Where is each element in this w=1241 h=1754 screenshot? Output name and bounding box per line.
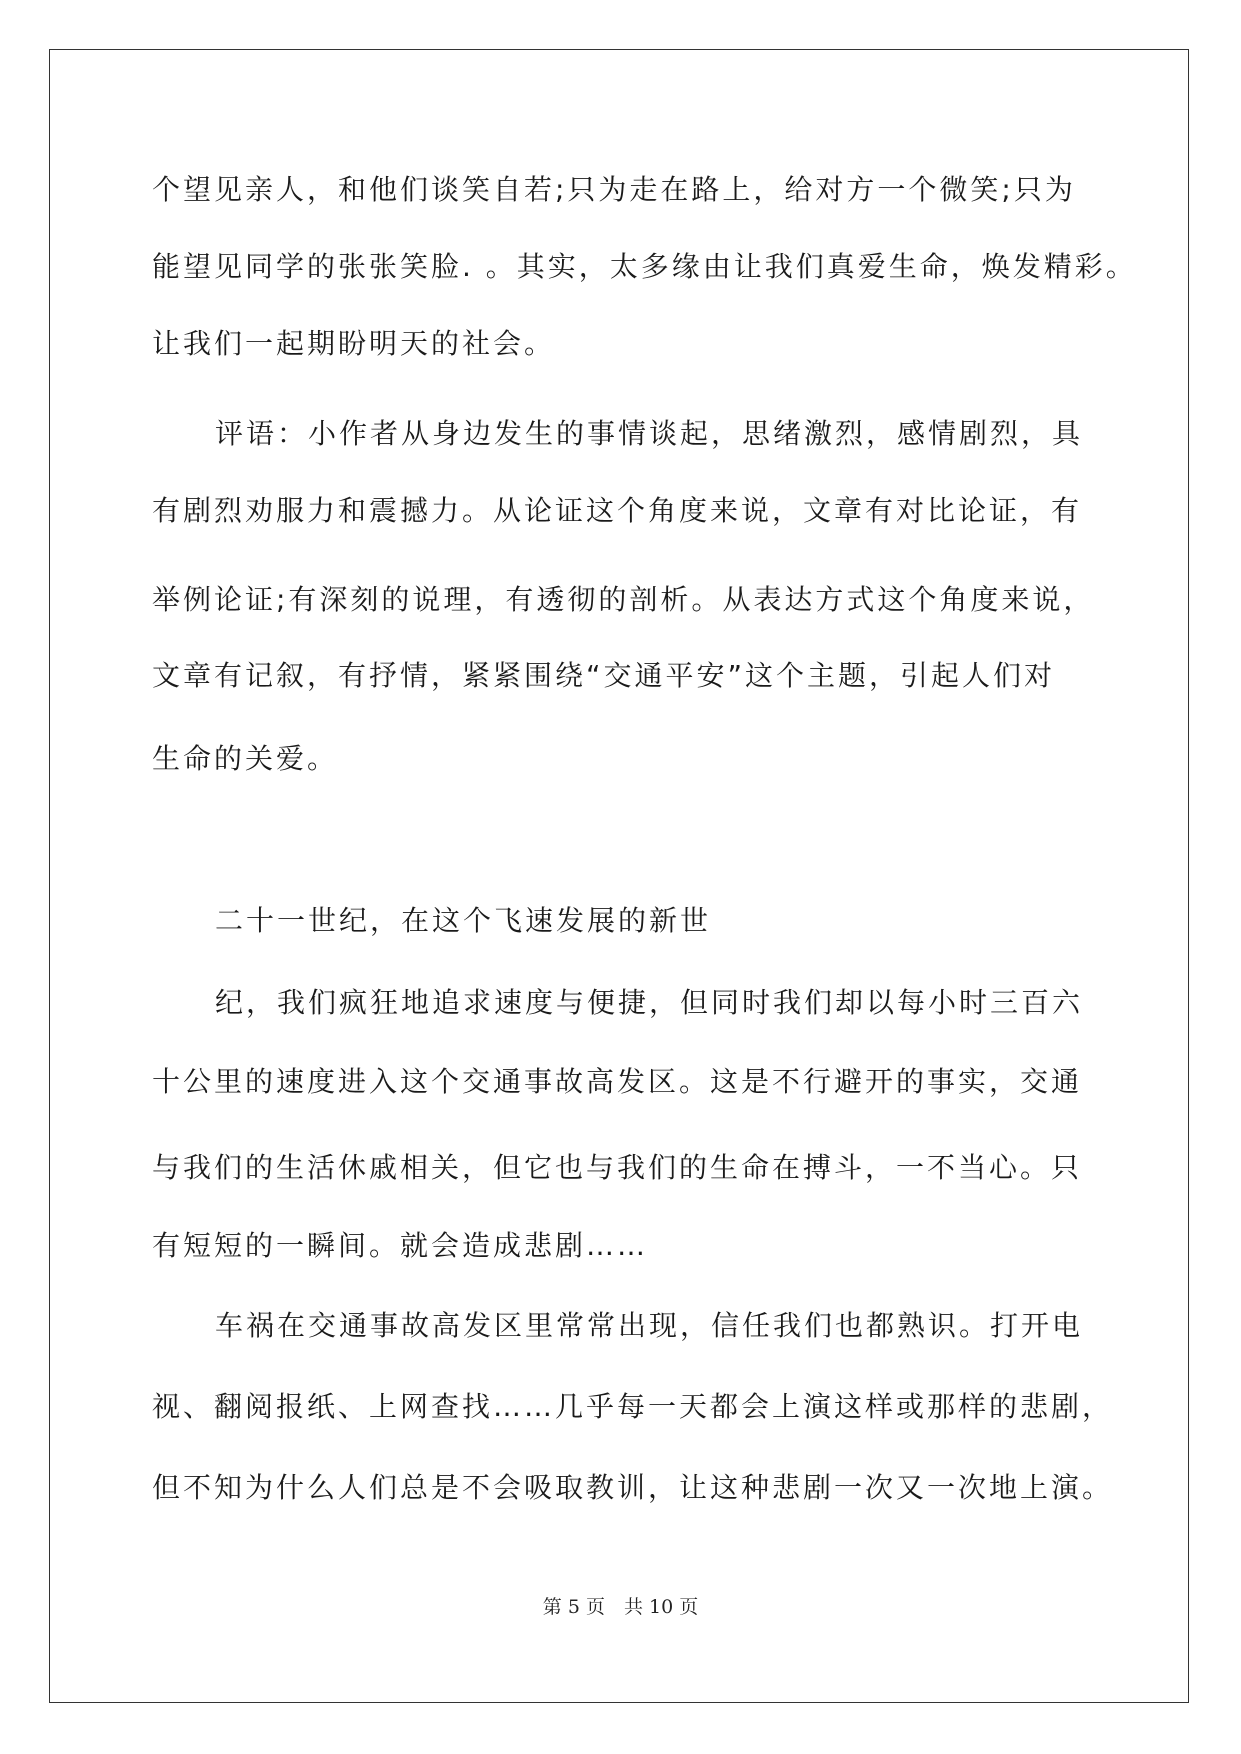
text-line: 十公里的速度进入这个交通事故高发区。这是不行避开的事实，交通	[152, 1065, 1083, 1098]
text-line: 纪，我们疯狂地追求速度与便捷，但同时我们却以每小时三百六	[215, 986, 1084, 1019]
text-line: 二十一世纪，在这个飞速发展的新世	[215, 904, 712, 937]
text-line: 个望见亲人，和他们谈笑自若;只为走在路上，给对方一个微笑;只为	[152, 173, 1076, 206]
text-line: 文章有记叙，有抒情，紧紧围绕“交通平安”这个主题，引起人们对	[152, 659, 1056, 692]
text-line: 有剧烈劝服力和震撼力。从论证这个角度来说，文章有对比论证，有	[152, 494, 1083, 527]
text-line: 生命的关爱。	[152, 742, 339, 775]
text-line: 能望见同学的张张笑脸. 。其实，太多缘由让我们真爱生命，焕发精彩。	[152, 250, 1137, 283]
text-line: 视、翻阅报纸、上网查找……几乎每一天都会上演这样或那样的悲剧，	[152, 1390, 1114, 1423]
text-line: 评语：小作者从身边发生的事情谈起，思绪激烈，感情剧烈，具	[215, 417, 1084, 450]
text-line: 让我们一起期盼明天的社会。	[152, 327, 556, 360]
text-line: 但不知为什么人们总是不会吸取教训，让这种悲剧一次又一次地上演。	[152, 1471, 1114, 1504]
text-line: 举例论证;有深刻的说理，有透彻的剖析。从表达方式这个角度来说，	[152, 583, 1095, 616]
page-number: 第 5 页 共 10 页	[542, 1596, 699, 1618]
text-line: 有短短的一瞬间。就会造成悲剧……	[152, 1229, 649, 1262]
page-border	[49, 49, 1189, 1703]
text-line: 与我们的生活休戚相关，但它也与我们的生命在搏斗，一不当心。只	[152, 1151, 1083, 1184]
text-line: 车祸在交通事故高发区里常常出现，信任我们也都熟识。打开电	[215, 1309, 1084, 1342]
